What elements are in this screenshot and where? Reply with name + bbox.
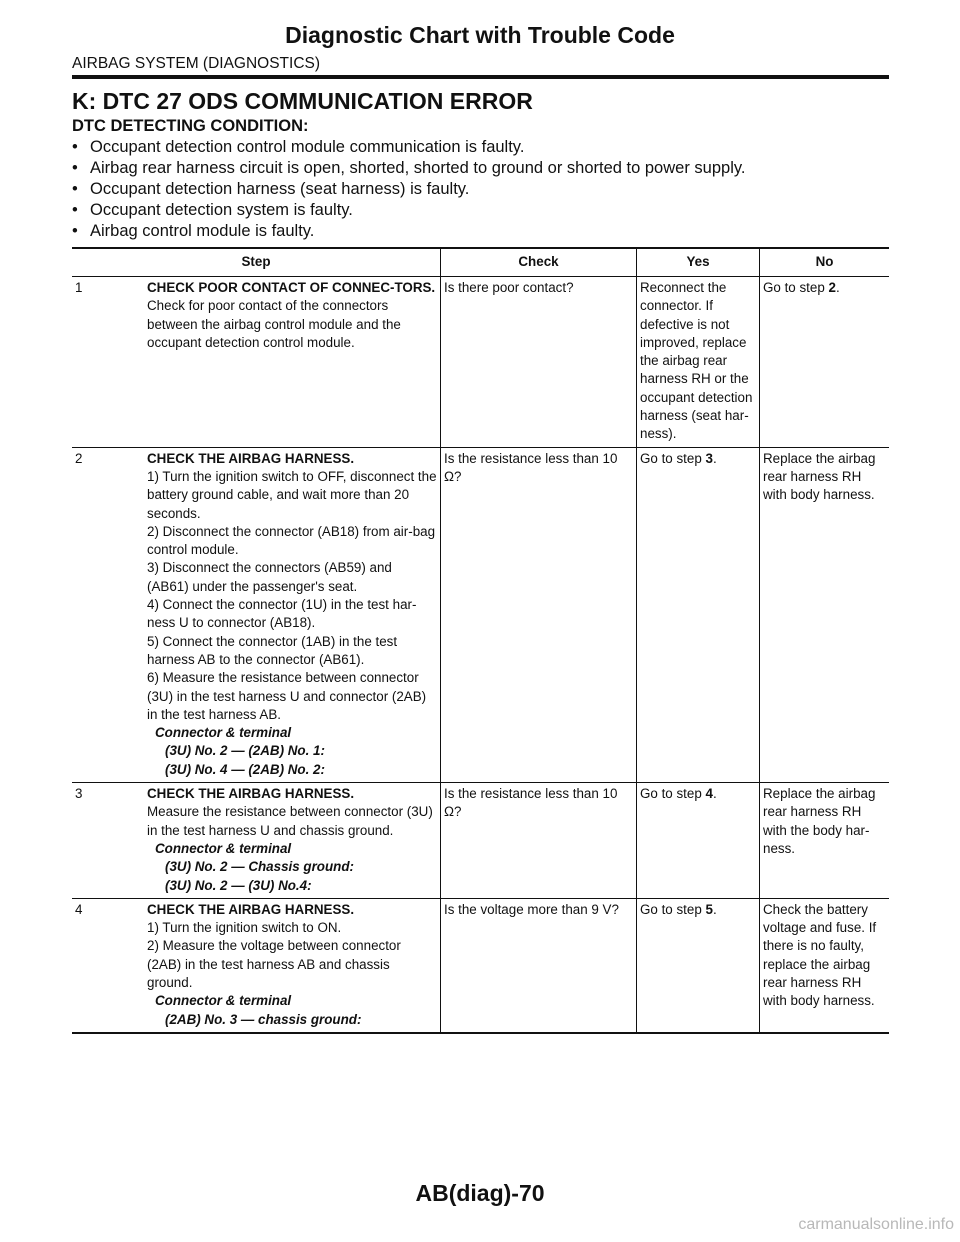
no-cell: Replace the airbag rear harness RH with the body har-ness. [760, 783, 890, 899]
bullet-icon: • [72, 222, 78, 240]
no-cell [760, 277, 890, 448]
goto-suffix: . [712, 901, 717, 917]
step-cell [144, 783, 441, 899]
step-line: 1) Turn the ignition switch to ON. [147, 920, 342, 936]
condition-text: Occupant detection control module communication is faulty. [90, 138, 525, 156]
step-line: Check for poor contact of the connectors between the airbag control module and the occupant detection control module. [147, 298, 401, 350]
step-title: CHECK THE AIRBAG HARNESS. [147, 450, 355, 466]
detecting-condition [72, 116, 892, 242]
check-cell: Is there poor contact? [441, 277, 637, 448]
step-title: CHECK THE AIRBAG HARNESS. [147, 786, 355, 802]
yes-cell [637, 898, 760, 1033]
step-line: Measure the resistance between connector (3U) in the test harness U and chassis ground. [147, 804, 433, 838]
header-divider [72, 75, 889, 79]
bullet-icon: • [72, 138, 78, 156]
step-line: 1) Turn the ignition switch to OFF, disconnect the battery ground cable, and wait more than 20 seconds. [147, 468, 437, 521]
connector-terminal-line: (3U) No. 2 — (3U) No.4: [165, 877, 312, 893]
condition-list [72, 137, 892, 242]
yes-cell [637, 447, 760, 782]
bullet-icon: • [72, 180, 78, 198]
page-header-section: AIRBAG SYSTEM (DIAGNOSTICS) [72, 55, 321, 72]
condition-text: Airbag rear harness circuit is open, shorted, shorted to ground or shorted to power supply. [90, 159, 746, 177]
header-check: Check [441, 248, 637, 277]
bullet-icon: • [72, 159, 78, 177]
condition-item [72, 137, 892, 158]
step-line: 2) Measure the voltage between connector (2AB) in the test harness AB and chassis ground. [147, 938, 401, 990]
header-step: Step [72, 248, 441, 277]
connector-terminal-line: (2AB) No. 3 — chassis ground: [165, 1011, 362, 1027]
yes-cell [637, 783, 760, 899]
condition-text: Occupant detection system is faulty. [90, 201, 353, 219]
step-cell [144, 277, 441, 448]
page-header-title: Diagnostic Chart with Trouble Code [285, 22, 675, 48]
goto-prefix: Go to step [763, 280, 829, 295]
step-line: 4) Connect the connector (1U) in the test har-ness U to connector (AB18). [147, 597, 417, 631]
check-cell: Is the resistance less than 10 Ω? [441, 783, 637, 899]
table-row [72, 277, 889, 448]
goto-step-link[interactable]: 2 [828, 280, 836, 295]
step-number: 2 [72, 447, 144, 782]
connector-terminal-line: (3U) No. 4 — (2AB) No. 2: [165, 761, 325, 777]
no-cell: Check the battery voltage and fuse. If there is no faulty, replace the airbag rear harness RH with body harness. [760, 898, 890, 1033]
table-row [72, 447, 889, 782]
goto-prefix: Go to step [640, 901, 706, 917]
step-line: 2) Disconnect the connector (AB18) from air-bag control module. [147, 523, 436, 558]
table-row [72, 898, 889, 1033]
goto-prefix: Go to step [640, 786, 706, 802]
step-line: 6) Measure the resistance between connector (3U) in the test harness U and connector (2AB) in the test harness AB. [147, 670, 427, 722]
page-number: AB(diag)-70 [415, 1180, 545, 1206]
step-number: 4 [72, 898, 144, 1033]
header-yes: Yes [637, 248, 760, 277]
check-cell: Is the voltage more than 9 V? [441, 898, 637, 1033]
step-cell [144, 898, 441, 1033]
goto-step-link[interactable]: 4 [705, 786, 713, 802]
connector-terminal-label: Connector & terminal [155, 725, 292, 741]
yes-cell: Reconnect the connector. If defective is not improved, replace the airbag rear harness RH or the occupant detection harness (seat har-ness). [637, 277, 760, 448]
table-header-row [72, 248, 889, 277]
goto-step-link[interactable]: 5 [705, 901, 713, 917]
connector-terminal-line: (3U) No. 2 — Chassis ground: [165, 859, 354, 875]
condition-item [72, 221, 892, 242]
condition-item [72, 158, 892, 179]
step-number: 1 [72, 277, 144, 448]
table-row [72, 783, 889, 899]
section-title: K: DTC 27 ODS COMMUNICATION ERROR [72, 88, 533, 114]
step-number: 3 [72, 783, 144, 899]
connector-terminal-label: Connector & terminal [155, 993, 292, 1009]
no-cell: Replace the airbag rear harness RH with body harness. [760, 447, 890, 782]
bullet-icon: • [72, 201, 78, 219]
header-no: No [760, 248, 890, 277]
step-cell [144, 447, 441, 782]
condition-item [72, 179, 892, 200]
check-cell: Is the resistance less than 10 Ω? [441, 447, 637, 782]
detecting-condition-heading: DTC DETECTING CONDITION: [72, 117, 309, 135]
condition-item [72, 200, 892, 221]
connector-terminal-label: Connector & terminal [155, 840, 292, 856]
step-line: 3) Disconnect the connectors (AB59) and (AB61) under the passenger's seat. [147, 560, 392, 594]
condition-text: Occupant detection harness (seat harness) is faulty. [90, 180, 470, 198]
step-line: 5) Connect the connector (1AB) in the test harness AB to the connector (AB61). [147, 633, 398, 667]
connector-terminal-line: (3U) No. 2 — (2AB) No. 1: [165, 743, 325, 759]
goto-suffix: . [712, 450, 717, 466]
step-title: CHECK THE AIRBAG HARNESS. [147, 901, 355, 917]
goto-suffix: . [712, 786, 717, 802]
goto-step-link[interactable]: 3 [705, 450, 713, 466]
goto-suffix: . [835, 280, 840, 295]
condition-text: Airbag control module is faulty. [90, 222, 315, 240]
watermark: carmanualsonline.info [798, 1216, 954, 1233]
diagnostic-table [72, 247, 889, 1034]
goto-prefix: Go to step [640, 450, 706, 466]
step-title: CHECK POOR CONTACT OF CONNEC-TORS. [147, 280, 436, 295]
